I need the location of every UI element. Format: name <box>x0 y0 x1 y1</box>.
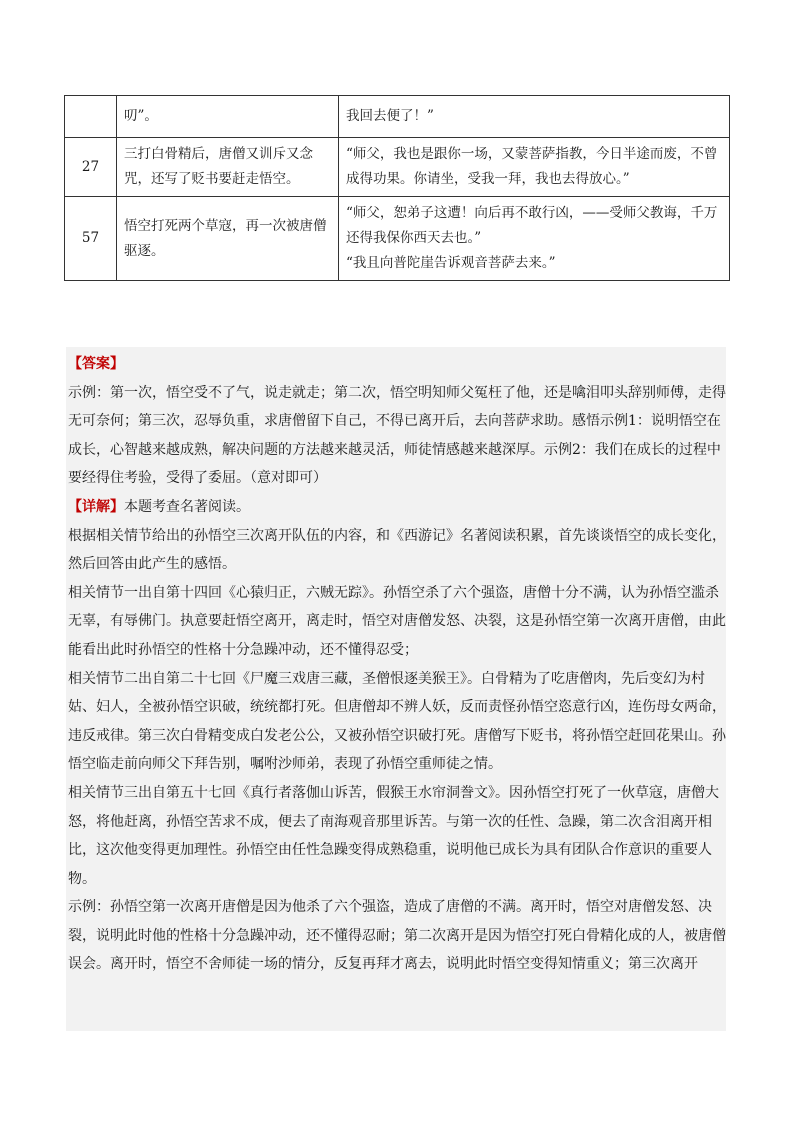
answer-section <box>66 347 726 1031</box>
quote-line: “我且向普陀崖告诉观音菩萨去来。” <box>346 255 556 271</box>
table-row <box>65 197 730 281</box>
row-number: 57 <box>65 197 117 281</box>
detail-paragraph: 相关情节一出自第十四回《心猿归正，六贼无踪》。孙悟空杀了六个强盗，唐僧十分不满，认为孙悟空滥杀无辜，有辱佛门。执意要赶悟空离开，离走时，悟空对唐僧发怒、决裂，这是孙悟空第一次离开唐僧，由此能看出此时孙悟空的性格十分急躁冲动，还不懂得忍受； <box>68 584 726 658</box>
table-row <box>65 96 730 138</box>
quote-cell <box>339 197 730 281</box>
event-cell: 叨”。 <box>117 96 339 138</box>
quote-line: 我回去便了！” <box>346 108 434 124</box>
quote-line: “师父，恕弟子这遭！向后再不敢行凶，——受师父教诲，千万还得我保你西天去也。” <box>346 205 718 246</box>
detail-paragraph: 根据相关情节给出的孙悟空三次离开队伍的内容，和《西游记》名著阅读积累，首先谈谈悟空的成长变化，然后回答由此产生的感悟。 <box>68 527 726 573</box>
table-row <box>65 138 730 197</box>
event-cell: 悟空打死两个草寇，再一次被唐僧驱逐。 <box>117 197 339 281</box>
row-number <box>65 96 117 138</box>
novel-plot-table <box>64 95 730 281</box>
detail-paragraph: 相关情节三出自第五十七回《真行者落伽山诉苦，假猴王水帘洞誊文》。因孙悟空打死了一伙草寇，唐僧大怒，将他赶离，孙悟空苦求不成，便去了南海观音那里诉苦。与第一次的任性、急躁，第二次含泪离开相比，这次他变得更加理性。孙悟空由任性急躁变得成熟稳重，说明他已成长为具有团队合作意识的重要人物。 <box>68 784 719 887</box>
event-cell: 三打白骨精后，唐僧又训斥又念咒，还写了贬书要赶走悟空。 <box>117 138 339 197</box>
detail-label: 【详解】 <box>68 498 124 515</box>
answer-example: 示例：第一次，悟空受不了气，说走就走；第二次，悟空明知师父冤枉了他，还是噙泪叩头辞别师傅，走得无可奈何；第三次，忍辱负重，求唐僧留下自己，不得已离开后，去向菩萨求助。感悟示例1：说明悟空在成长，心智越来越成熟，解决问题的方法越来越灵活，师徒情感越来越深厚。示例2：我们在成长的过程中要经得住考验，受得了委屈。（意对即可） <box>68 384 726 487</box>
quote-cell <box>339 138 730 197</box>
answer-label: 【答案】 <box>68 356 124 372</box>
detail-paragraph: 示例：孙悟空第一次离开唐僧是因为他杀了六个强盗，造成了唐僧的不满。离开时，悟空对唐僧发怒、决裂，说明此时他的性格十分急躁冲动，还不懂得忍耐；第二次离开是因为悟空打死白骨精化成的人，被唐僧误会。离开时，悟空不舍师徒一场的情分，反复再拜才离去，说明此时悟空变得知情重义；第三次离开 <box>68 899 726 973</box>
detail-paragraph: 相关情节二出自第二十七回《尸魔三戏唐三藏，圣僧恨逐美猴王》。白骨精为了吃唐僧肉，先后变幻为村姑、妇人，全被孙悟空识破，统统都打死。但唐僧却不辨人妖，反而责怪孙悟空恣意行凶，连伤母女两命，违反戒律。第三次白骨精变成白发老公公，又被孙悟空识破打死。唐僧写下贬书，将孙悟空赶回花果山。孙悟空临走前向师父下拜告别，嘱咐沙师弟，表现了孙悟空重师徒之情。 <box>68 670 726 773</box>
quote-line: “师父，我也是跟你一场，又蒙菩萨指教，今日半途而废，不曾成得功果。你请坐，受我一拜，我也去得放心。” <box>346 146 718 187</box>
quote-cell <box>339 96 730 138</box>
row-number: 27 <box>65 138 117 197</box>
detail-text: 本题考查名著阅读。 <box>124 498 250 515</box>
